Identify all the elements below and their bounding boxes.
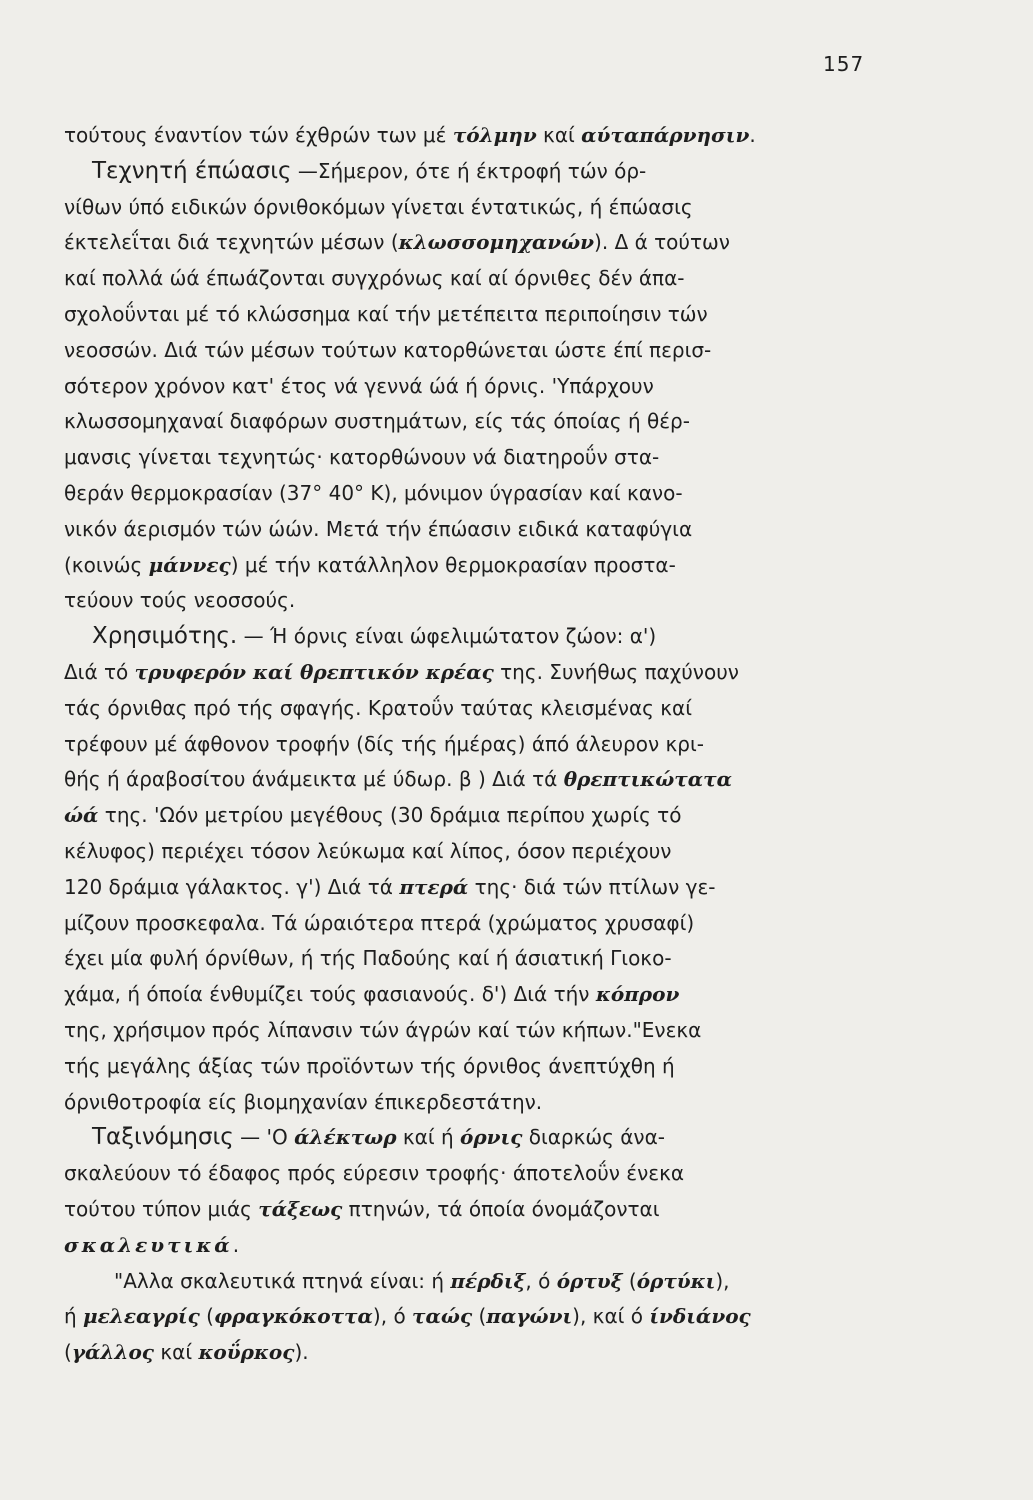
line-31-text: τούτου τύπον μιάς [64, 1196, 259, 1221]
line-1-text: τούτους έναντίον τών έχθρών των μέ [64, 123, 453, 147]
line-6-text: σχολοΰνται μέ τό κλώσσημα καί τήν μετέπειτα περιποίησιν τών [64, 301, 708, 326]
line-34-text: ή [64, 1304, 84, 1329]
text-line-30 [64, 1156, 904, 1192]
emphasis-taxeos: τάξεως [258, 1196, 343, 1221]
line-28-text: όρνιθοτροφία είς βιομηχανίαν έπικερδεστάτην. [64, 1089, 543, 1114]
section-heading-chrisimotis: Χρησιμότης. [92, 623, 238, 650]
line-25-text: χάμα, ή όποία ένθυμίζει τούς φασιανούς. δ') Διά τήν [64, 982, 596, 1007]
text-line-33 [64, 1264, 904, 1300]
line-17-text: τάς όρνιθας πρό τής σφαγής. Κρατοΰν ταύτας κλεισμένας καί [64, 695, 692, 720]
line-34-text-2: ( [199, 1304, 214, 1329]
text-line-14 [64, 583, 904, 619]
line-32-end: . [232, 1232, 240, 1257]
line-33-end: ), [715, 1268, 730, 1293]
line-33-text-3: ( [622, 1268, 637, 1293]
text-line-7 [64, 333, 904, 369]
line-23-text: μίζουν προσκεφαλα. Τά ώραιότερα πτερά (χρώματος χρυσαφί) [64, 910, 695, 935]
line-5-text: καί πολλά ώά έπωάζονται συγχρόνως καί αί όρνιθες δέν άπα- [64, 266, 685, 291]
line-29-text: — 'Ο [233, 1125, 295, 1150]
emphasis-meleagris: μελεαγρίς [83, 1304, 200, 1329]
line-10-text: μανσις γίνεται τεχνητώς· κατορθώνουν νά διατηροΰν στα- [64, 445, 660, 470]
text-line-16 [64, 655, 904, 691]
emphasis-mannes: μάννες [148, 552, 231, 577]
emphasis-klossomichanon: κλωσσομηχανών [398, 230, 595, 255]
line-2-text: —Σήμερον, ότε ή έκτροφή τών όρ- [291, 158, 647, 183]
line-1-end: . [749, 123, 756, 147]
line-29-text-2: καί ή [396, 1125, 460, 1150]
emphasis-frangokotta: φραγκόκοττα [213, 1304, 373, 1329]
emphasis-pagoni: παγώνι [486, 1304, 573, 1329]
text-line-31 [64, 1192, 904, 1228]
emphasis-kreas: τρυφερόν καί θρεπτικόν κρέας [134, 659, 494, 684]
text-line-22 [64, 870, 904, 906]
line-35-text: ( [64, 1340, 72, 1365]
emphasis-threptikotata: θρεπτικώτατα [563, 767, 732, 792]
line-21-text: κέλυφος) περιέχει τόσον λεύκωμα καί λίπος, όσον περιέχουν [64, 838, 672, 863]
text-line-35 [64, 1335, 904, 1371]
emphasis-oa: ώά [64, 803, 99, 828]
line-16-end: της. Συνήθως παχύνουν [493, 659, 739, 684]
text-line-23 [64, 906, 904, 942]
text-line-18 [64, 727, 904, 763]
line-8-text: σότερον χρόνον κατ' έτος νά γεννά ώά ή όρνις. 'Υπάρχουν [64, 373, 654, 398]
line-26-text: της, χρήσιμον πρός λίπανσιν τών άγρών καί τών κήπων."Ενεκα [64, 1017, 702, 1042]
text-line-15 [64, 619, 904, 655]
emphasis-gallos: γάλλος [71, 1340, 154, 1365]
emphasis-kourkos: κοΰρκος [198, 1340, 295, 1365]
text-line-9 [64, 404, 904, 440]
line-34-text-5: ), καί ό [572, 1304, 650, 1329]
line-33-text: "Αλλα σκαλευτικά πτηνά είναι: ή [114, 1268, 451, 1293]
text-line-20 [64, 798, 904, 834]
text-line-29 [64, 1120, 904, 1156]
emphasis-skaleftika: σκαλευτικά [64, 1232, 233, 1257]
text-line-28 [64, 1085, 904, 1121]
line-19-text: θής ή άραβοσίτου άνάμεικτα μέ ύδωρ. β ) Διά τά [64, 767, 564, 792]
text-line-25 [64, 977, 904, 1013]
line-34-text-3: ), ό [372, 1304, 413, 1329]
line-22-text: 120 δράμια γάλακτος. γ') Διά τά [64, 874, 400, 899]
text-line-11 [64, 476, 904, 512]
emphasis-tolmin: τόλμην [452, 123, 537, 147]
line-35-text-2: καί [153, 1340, 199, 1365]
line-13-text: (κοινώς [64, 552, 149, 577]
section-heading-epoasis: Τεχνητή έπώασις [92, 157, 292, 184]
text-line-10 [64, 440, 904, 476]
line-1-text-2: καί [536, 123, 582, 147]
text-line-6 [64, 297, 904, 333]
emphasis-kopron: κόπρον [595, 982, 680, 1007]
line-29-end: διαρκώς άνα- [522, 1125, 666, 1150]
emphasis-ornis: όρνις [460, 1125, 523, 1150]
line-33-text-2: , ό [525, 1268, 557, 1293]
line-30-text: σκαλεύουν τό έδαφος πρός εύρεσιν τροφής· άποτελοΰν ένεκα [64, 1161, 685, 1186]
emphasis-ortyki: όρτύκι [636, 1268, 716, 1293]
text-line-26 [64, 1013, 904, 1049]
line-34-text-4: ( [472, 1304, 487, 1329]
line-31-end: πτηνών, τά όποία όνομάζονται [342, 1196, 660, 1221]
text-line-5 [64, 261, 904, 297]
section-heading-taxinomisis: Ταξινόμησις [92, 1124, 234, 1151]
text-line-19 [64, 762, 904, 798]
line-22-end: της· διά τών πτίλων γε- [468, 874, 716, 899]
page-text [64, 118, 904, 1371]
line-11-text: θεράν θερμοκρασίαν (37° 40° Κ), μόνιμον ύγρασίαν καί κανο- [64, 480, 683, 505]
line-24-text: έχει μία φυλή όρνίθων, ή τής Παδούης καί ή άσιατική Γιοκο- [64, 946, 672, 971]
line-13-end: ) μέ τήν κατάλληλον θερμοκρασίαν προστα- [230, 552, 676, 577]
text-line-34 [64, 1299, 904, 1335]
emphasis-perdix: πέρδιξ [450, 1268, 526, 1293]
text-line-4 [64, 225, 904, 261]
emphasis-indianos: ίνδιάνος [649, 1304, 751, 1329]
text-line-21 [64, 834, 904, 870]
line-15-text: — Ή όρνις είναι ώφελιμώτατον ζώον: α') [237, 624, 657, 649]
line-27-text: τής μεγάλης άξίας τών προϊόντων τής όρνιθος άνεπτύχθη ή [64, 1053, 675, 1078]
text-line-32 [64, 1228, 904, 1264]
line-18-text: τρέφουν μέ άφθονον τροφήν (δίς τής ήμέρας) άπό άλευρον κρι- [64, 731, 704, 756]
line-3-text: νίθων ύπό ειδικών όρνιθοκόμων γίνεται έντατικώς, ή έπώασις [64, 194, 693, 219]
text-line-3 [64, 190, 904, 226]
line-9-text: κλωσσομηχαναί διαφόρων συστημάτων, είς τάς όποίας ή θέρ- [64, 409, 690, 434]
text-line-1 [64, 118, 904, 154]
line-20-text: της. 'Ωόν μετρίου μεγέθους (30 δράμια περίπου χωρίς τό [98, 803, 682, 828]
text-line-13 [64, 548, 904, 584]
line-16-text: Διά τό [64, 659, 135, 684]
text-line-24 [64, 941, 904, 977]
text-line-12 [64, 512, 904, 548]
text-line-8 [64, 369, 904, 405]
text-line-17 [64, 691, 904, 727]
text-line-2 [64, 154, 904, 190]
line-35-end: ). [294, 1340, 309, 1365]
emphasis-alektor: άλέκτωρ [294, 1125, 397, 1150]
text-line-27 [64, 1049, 904, 1085]
line-4-text: έκτελεΐται διά τεχνητών μέσων ( [64, 230, 399, 255]
line-4-end: ). Δ ά τούτων [594, 230, 730, 255]
line-12-text: νικόν άερισμόν τών ώών. Μετά τήν έπώασιν ειδικά καταφύγια [64, 516, 693, 541]
line-7-text: νεοσσών. Διά τών μέσων τούτων κατορθώνεται ώστε έπί περισ- [64, 337, 712, 362]
emphasis-ptera: πτερά [399, 874, 469, 899]
emphasis-taos: ταώς [412, 1304, 473, 1329]
emphasis-aftaparnisin: αύταπάρνησιν [581, 123, 750, 147]
emphasis-ortyx: όρτυξ [556, 1268, 623, 1293]
page-number: 157 [823, 52, 865, 76]
line-14-text: τεύουν τούς νεοσσούς. [64, 588, 296, 613]
